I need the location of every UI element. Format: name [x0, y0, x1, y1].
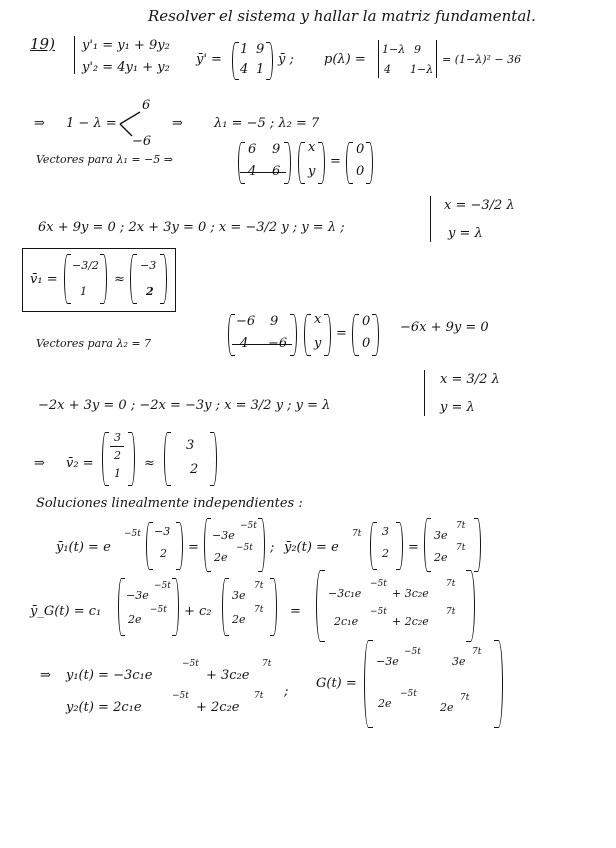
det-right-bar: [436, 40, 437, 78]
vec2-v-frac-bar: [110, 446, 124, 447]
fund-g12-exp: 7t: [472, 647, 482, 657]
vec1-heading: Vectores para λ₁ = −5 ⇒: [36, 153, 173, 166]
final-y2-mid: + 2c₂e: [196, 700, 240, 715]
vec2-w-right-paren: [210, 432, 217, 486]
general-a-bottom: 2e: [128, 613, 142, 626]
final-y2-exp1: −5t: [172, 691, 189, 701]
final-sep: ;: [284, 684, 289, 699]
roots-arrow: ⇒: [172, 116, 183, 131]
vec2-v-mid: 2: [114, 449, 121, 462]
vec1-v-bottom: 1: [80, 285, 87, 298]
roots-fork-lines: [118, 108, 142, 140]
sol-y2-r-bottom: 2e: [434, 551, 448, 564]
vec2-approx: ≈: [144, 456, 155, 471]
vec2-param-brace: [424, 370, 425, 416]
det-11: 1−λ: [382, 43, 406, 56]
vec2-z2: 0: [362, 336, 371, 351]
vec1-w-right-paren: [160, 254, 167, 304]
vec2-y: y: [314, 336, 322, 351]
vec2-xy-left-paren: [304, 314, 311, 356]
vec1-param-x: x = −3/2 λ: [444, 198, 515, 213]
vec1-z1: 0: [356, 142, 365, 157]
vec1-zero-left-paren: [346, 142, 353, 184]
general-a-top: −3e: [126, 589, 149, 602]
general-b-right-paren: [270, 578, 277, 636]
vec2-w-bottom: 2: [190, 462, 199, 477]
vec2-v-right-paren: [128, 432, 135, 486]
sol-y2-r-right-paren: [474, 518, 481, 572]
general-lhs: ȳ_G(t) = c₁: [30, 604, 102, 619]
final-y1-exp1: −5t: [182, 659, 199, 669]
fund-g21-exp: −5t: [400, 689, 417, 699]
roots-upper: 6: [142, 98, 151, 113]
sol-y2-r-top-exp: 7t: [456, 521, 466, 531]
general-plus-c2: + c₂: [184, 604, 212, 619]
vec1-zero-right-paren: [366, 142, 373, 184]
matrix-form-lhs: ȳ' =: [196, 52, 222, 67]
vec2-work: −2x + 3y = 0 ; −2x = −3y ; x = 3/2 y ; y = λ: [38, 398, 331, 413]
general-b-bottom: 2e: [232, 613, 246, 626]
sol-y1-r-top-exp: −5t: [240, 521, 257, 531]
general-r-left-paren: [316, 570, 325, 642]
roots-implies: ⇒: [34, 116, 45, 131]
sol-y1-lhs: ȳ₁(t) = e: [56, 540, 111, 555]
vec1-x: x: [308, 140, 316, 155]
final-y1-exp2: 7t: [262, 659, 272, 669]
sol-y2-v-bottom: 2: [382, 547, 389, 560]
general-r-top: −3c₁e: [328, 587, 362, 600]
general-b-bottom-exp: 7t: [254, 605, 264, 615]
sol-y2-v-top: 3: [382, 525, 389, 538]
vec1-m21: 4: [248, 164, 257, 179]
vec2-label: v̄₂ =: [66, 456, 94, 471]
vec2-zero-left-paren: [352, 314, 359, 356]
coef-a11: 1: [240, 42, 249, 57]
vec1-label: v̄₁ =: [30, 272, 58, 287]
coef-a21: 4: [240, 62, 249, 77]
sol-y2-r-top: 3e: [434, 529, 448, 542]
sol-y1-r-left-paren: [204, 518, 211, 572]
vec1-row-strike: [240, 172, 286, 173]
sol-y1-r-right-paren: [258, 518, 265, 572]
vec2-implies: ⇒: [34, 456, 45, 471]
vec2-heading: Vectores para λ₂ = 7: [36, 337, 152, 350]
det-21: 4: [384, 63, 391, 76]
vec1-approx: ≈: [114, 272, 125, 287]
vec1-matrix-left-paren: [238, 142, 245, 184]
det-12: 9: [414, 43, 421, 56]
fund-g11: −3e: [376, 655, 399, 668]
general-r-bottom: 2c₁e: [334, 615, 359, 628]
vec2-equation: −6x + 9y = 0: [400, 320, 489, 335]
vec2-z1: 0: [362, 314, 371, 329]
vec1-param-brace: [430, 196, 431, 242]
eigenvalues: λ₁ = −5 ; λ₂ = 7: [214, 116, 320, 131]
fund-g12: 3e: [452, 655, 466, 668]
general-r-top-exp1: −5t: [370, 579, 387, 589]
vec2-v-bottom: 1: [114, 467, 121, 480]
coef-a22: 1: [256, 62, 265, 77]
general-b-top: 3e: [232, 589, 246, 602]
vec2-param-x: x = 3/2 λ: [440, 372, 500, 387]
vec2-m21: 4: [240, 336, 249, 351]
general-a-bottom-exp: −5t: [150, 605, 167, 615]
vec2-x: x: [314, 312, 322, 327]
general-r-top-exp2: 7t: [446, 579, 456, 589]
vec1-xy-right-paren: [318, 142, 325, 184]
system-eq1: y'₁ = y₁ + 9y₂: [82, 38, 170, 53]
sol-sep: ;: [270, 540, 275, 555]
vec2-m11: −6: [236, 314, 256, 329]
vec2-eq: =: [336, 326, 347, 341]
vec1-v-top: −3/2: [72, 259, 99, 272]
char-poly-result: = (1−λ)² − 36: [442, 53, 522, 66]
sol-y2-lhs: ȳ₂(t) = e: [284, 540, 339, 555]
sol-y1-r-bottom: 2e: [214, 551, 228, 564]
sol-y1-eq: =: [188, 540, 199, 555]
sol-y1-v-right-paren: [176, 522, 183, 570]
vec1-work: 6x + 9y = 0 ; 2x + 3y = 0 ; x = −3/2 y ; y = λ ;: [38, 220, 345, 235]
general-r-bottom-exp2: 7t: [446, 607, 456, 617]
solutions-heading: Soluciones linealmente independientes :: [36, 496, 303, 511]
vec2-m12: 9: [270, 314, 279, 329]
general-r-top-mid: + 3c₂e: [392, 587, 429, 600]
vec2-row-strike: [232, 344, 292, 345]
fund-g22-exp: 7t: [460, 693, 470, 703]
vec1-eq: =: [330, 154, 341, 169]
fund-matrix-left-paren: [364, 640, 373, 728]
vec2-v-left-paren: [102, 432, 109, 486]
general-a-right-paren: [172, 578, 179, 636]
sol-y2-eq: =: [408, 540, 419, 555]
det-22: 1−λ: [410, 63, 434, 76]
sol-y2-r-bottom-exp: 7t: [456, 543, 466, 553]
sol-y2-v-right-paren: [396, 522, 403, 570]
general-r-bottom-exp1: −5t: [370, 607, 387, 617]
general-eq: =: [290, 604, 301, 619]
vec2-w-left-paren: [164, 432, 171, 486]
general-r-bottom-mid: + 2c₂e: [392, 615, 429, 628]
vec1-w-bottom: 2: [146, 285, 154, 298]
vec1-v-right-paren: [100, 254, 107, 304]
vec2-m22: −6: [268, 336, 288, 351]
fund-g11-exp: −5t: [404, 647, 421, 657]
coef-matrix-right-paren: [266, 42, 273, 80]
vec2-zero-right-paren: [372, 314, 379, 356]
final-y1: y₁(t) = −3c₁e: [66, 668, 153, 683]
vec2-xy-right-paren: [324, 314, 331, 356]
final-y1-mid: + 3c₂e: [206, 668, 250, 683]
fund-matrix-label: G(t) =: [316, 676, 357, 691]
final-implies: ⇒: [40, 668, 51, 683]
fund-g22: 2e: [440, 701, 454, 714]
roots-lower: −6: [132, 134, 152, 149]
fund-matrix-right-paren: [494, 640, 503, 728]
vec1-v-left-paren: [64, 254, 71, 304]
vec1-w-left-paren: [130, 254, 137, 304]
problem-number: 19): [30, 35, 55, 53]
vec1-w-top: −3: [140, 259, 157, 272]
final-y2-exp2: 7t: [254, 691, 264, 701]
final-y2: y₂(t) = 2c₁e: [66, 700, 142, 715]
fund-g21: 2e: [378, 697, 392, 710]
general-b-top-exp: 7t: [254, 581, 264, 591]
matrix-form-rhs: ȳ ;: [278, 52, 294, 67]
sol-y1-exp: −5t: [124, 529, 141, 539]
vec1-m12: 9: [272, 142, 281, 157]
vec1-y: y: [308, 164, 316, 179]
vec2-param-y: y = λ: [440, 400, 475, 415]
vec1-matrix-right-paren: [284, 142, 291, 184]
sol-y1-v-bottom: 2: [160, 547, 167, 560]
general-b-left-paren: [222, 578, 229, 636]
vec2-matrix-right-paren: [290, 314, 297, 356]
page-title: Resolver el sistema y hallar la matriz fundamental.: [148, 7, 536, 25]
vec2-v-top: 3: [114, 431, 121, 444]
coef-matrix-left-paren: [232, 42, 239, 80]
sol-y2-exp: 7t: [352, 529, 362, 539]
system-brace: [74, 36, 75, 74]
vec1-xy-left-paren: [298, 142, 305, 184]
sol-y1-r-bottom-exp: −5t: [236, 543, 253, 553]
vec1-param-y: y = λ: [448, 226, 483, 241]
system-eq2: y'₂ = 4y₁ + y₂: [82, 60, 170, 75]
char-poly-label: p(λ) =: [324, 52, 366, 67]
vec1-m11: 6: [248, 142, 257, 157]
roots-expr: 1 − λ =: [66, 116, 117, 131]
vec1-m22: 6: [272, 164, 281, 179]
general-r-right-paren: [466, 570, 475, 642]
general-a-top-exp: −5t: [154, 581, 171, 591]
sol-y1-r-top: −3e: [212, 529, 235, 542]
sol-y2-r-left-paren: [424, 518, 431, 572]
coef-a12: 9: [256, 42, 265, 57]
vec2-w-top: 3: [186, 438, 195, 453]
det-left-bar: [378, 40, 379, 78]
vec1-z2: 0: [356, 164, 365, 179]
sol-y1-v-left-paren: [146, 522, 153, 570]
general-a-left-paren: [118, 578, 125, 636]
sol-y2-v-left-paren: [370, 522, 377, 570]
sol-y1-v-top: −3: [154, 525, 171, 538]
vec2-matrix-left-paren: [228, 314, 235, 356]
